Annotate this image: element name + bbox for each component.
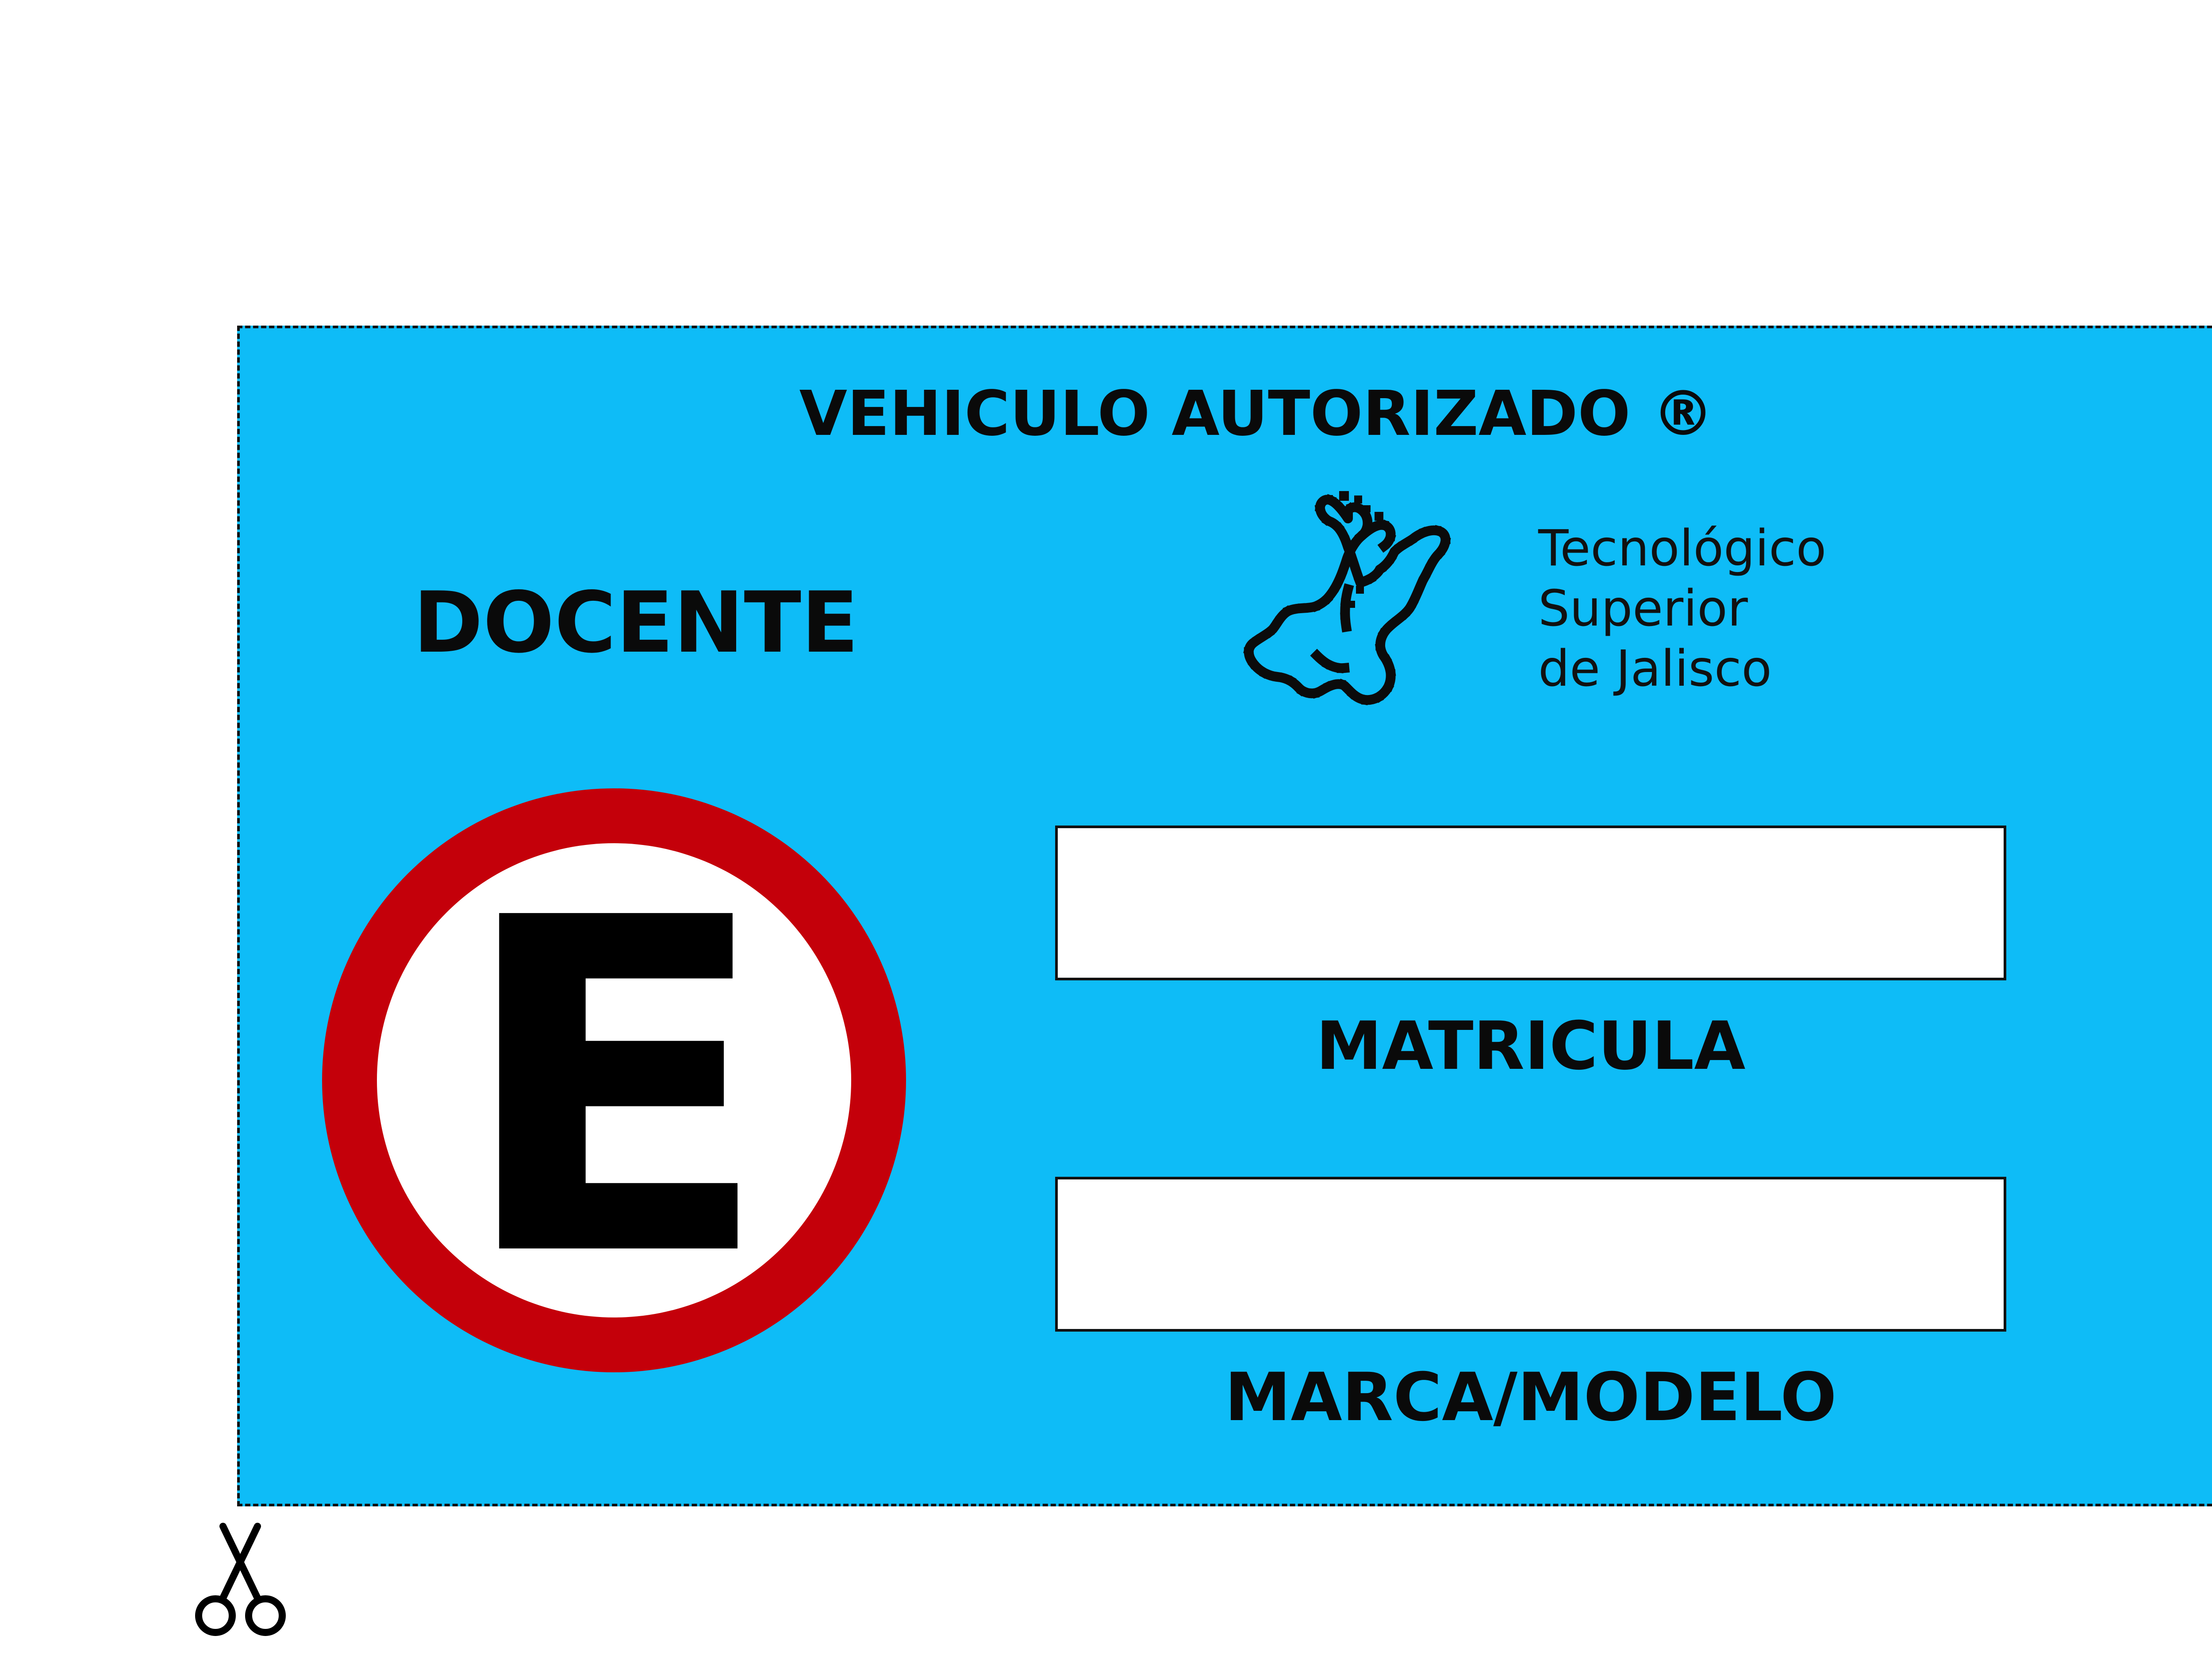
scissors-icon	[191, 1517, 288, 1641]
institution-name-line-2: Superior	[1538, 580, 1748, 637]
institution-logo	[1215, 470, 1905, 744]
plate-label: MATRICULA	[1316, 1008, 1746, 1085]
parking-sign-letter: E	[457, 822, 772, 1357]
jalisco-map-icon	[1215, 470, 1534, 744]
permit-category: DOCENTE	[413, 574, 859, 672]
make-model-label: MARCA/MODELO	[1225, 1359, 1837, 1436]
parking-permit-card	[237, 326, 2212, 1506]
institution-name	[1538, 518, 1826, 699]
plate-input-box[interactable]	[1055, 826, 2006, 980]
parking-e-sign-icon	[322, 788, 906, 1372]
permit-title: VEHICULO AUTORIZADO ®	[799, 378, 1714, 450]
institution-name-line-3: de Jalisco	[1538, 640, 1772, 698]
institution-name-line-1: Tecnológico	[1538, 520, 1827, 577]
make-model-input-box[interactable]	[1055, 1177, 2006, 1332]
